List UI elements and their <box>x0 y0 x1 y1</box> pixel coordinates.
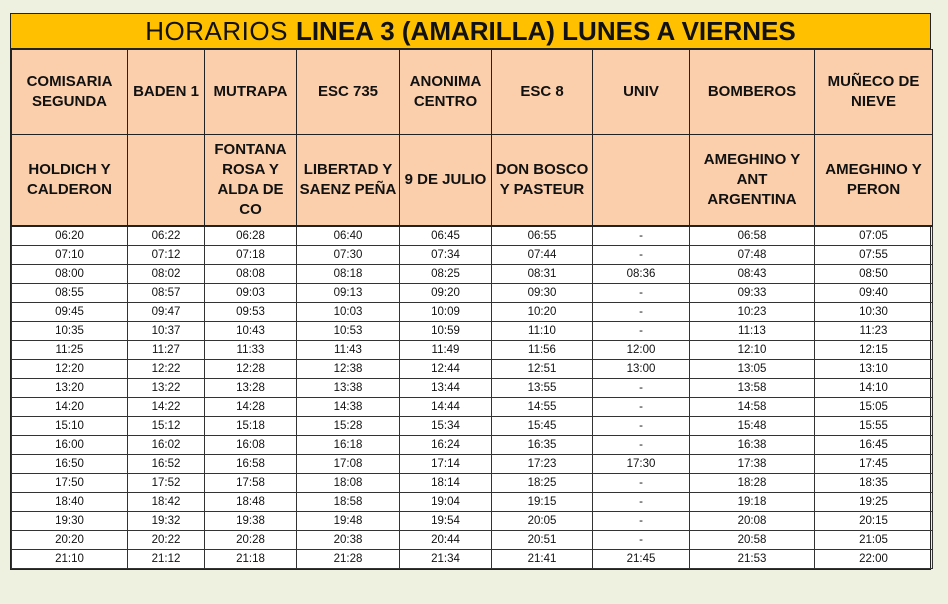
time-cell: - <box>593 322 690 341</box>
time-cell: 09:33 <box>690 284 815 303</box>
time-cell: - <box>593 512 690 531</box>
schedule-sheet <box>10 13 931 570</box>
time-cell: 11:23 <box>815 322 933 341</box>
time-cell: 14:22 <box>128 398 205 417</box>
time-cell: 15:55 <box>815 417 933 436</box>
time-cell: 06:28 <box>205 226 297 246</box>
time-cell: 13:58 <box>690 379 815 398</box>
stop-header: UNIV <box>593 50 690 135</box>
time-cell: 13:10 <box>815 360 933 379</box>
time-cell: 13:22 <box>128 379 205 398</box>
time-cell: 08:55 <box>12 284 128 303</box>
time-cell: 17:08 <box>297 455 400 474</box>
time-cell: 11:56 <box>492 341 593 360</box>
time-cell: 11:25 <box>12 341 128 360</box>
stop-header: BADEN 1 <box>128 50 205 135</box>
time-cell: 16:52 <box>128 455 205 474</box>
time-cell: 18:14 <box>400 474 492 493</box>
time-cell: 18:58 <box>297 493 400 512</box>
time-cell: 12:00 <box>593 341 690 360</box>
table-row <box>12 550 933 569</box>
time-cell: 20:20 <box>12 531 128 550</box>
time-cell: 14:38 <box>297 398 400 417</box>
time-cell: 18:08 <box>297 474 400 493</box>
table-row <box>12 436 933 455</box>
time-cell: 21:05 <box>815 531 933 550</box>
time-cell: 07:30 <box>297 246 400 265</box>
street-header <box>128 135 205 227</box>
time-cell: 17:14 <box>400 455 492 474</box>
time-cell: 18:40 <box>12 493 128 512</box>
time-cell: 12:44 <box>400 360 492 379</box>
time-cell: 20:15 <box>815 512 933 531</box>
time-cell: 21:41 <box>492 550 593 569</box>
time-cell: 07:48 <box>690 246 815 265</box>
table-row <box>12 303 933 322</box>
time-cell: 07:10 <box>12 246 128 265</box>
time-cell: 06:40 <box>297 226 400 246</box>
time-cell: 10:43 <box>205 322 297 341</box>
time-cell: 14:58 <box>690 398 815 417</box>
time-cell: 10:35 <box>12 322 128 341</box>
time-cell: 08:18 <box>297 265 400 284</box>
time-cell: 16:35 <box>492 436 593 455</box>
time-cell: 21:10 <box>12 550 128 569</box>
time-cell: 15:48 <box>690 417 815 436</box>
time-cell: 15:12 <box>128 417 205 436</box>
time-cell: - <box>593 284 690 303</box>
time-cell: 18:35 <box>815 474 933 493</box>
time-cell: 14:20 <box>12 398 128 417</box>
time-cell: 16:58 <box>205 455 297 474</box>
time-cell: 17:30 <box>593 455 690 474</box>
time-cell: 20:44 <box>400 531 492 550</box>
street-header <box>593 135 690 227</box>
time-cell: 18:48 <box>205 493 297 512</box>
time-cell: 21:28 <box>297 550 400 569</box>
street-header: DON BOSCO Y PASTEUR <box>492 135 593 227</box>
schedule-body <box>12 226 933 569</box>
time-cell: 07:18 <box>205 246 297 265</box>
time-cell: 10:23 <box>690 303 815 322</box>
time-cell: 15:18 <box>205 417 297 436</box>
time-cell: 15:10 <box>12 417 128 436</box>
time-cell: 12:38 <box>297 360 400 379</box>
time-cell: 20:08 <box>690 512 815 531</box>
street-header-row <box>12 135 933 227</box>
time-cell: 17:52 <box>128 474 205 493</box>
time-cell: 13:05 <box>690 360 815 379</box>
time-cell: 15:28 <box>297 417 400 436</box>
time-cell: 19:32 <box>128 512 205 531</box>
time-cell: - <box>593 531 690 550</box>
street-header: AMEGHINO Y ANT ARGENTINA <box>690 135 815 227</box>
time-cell: 16:00 <box>12 436 128 455</box>
stop-header: BOMBEROS <box>690 50 815 135</box>
time-cell: 20:05 <box>492 512 593 531</box>
time-cell: 08:25 <box>400 265 492 284</box>
time-cell: 13:20 <box>12 379 128 398</box>
time-cell: 10:20 <box>492 303 593 322</box>
time-cell: 07:05 <box>815 226 933 246</box>
time-cell: 07:12 <box>128 246 205 265</box>
time-cell: 13:00 <box>593 360 690 379</box>
time-cell: 11:33 <box>205 341 297 360</box>
time-cell: 16:08 <box>205 436 297 455</box>
table-row <box>12 379 933 398</box>
table-row <box>12 512 933 531</box>
stop-header: ANONIMA CENTRO <box>400 50 492 135</box>
time-cell: 19:04 <box>400 493 492 512</box>
time-cell: - <box>593 303 690 322</box>
time-cell: 18:28 <box>690 474 815 493</box>
time-cell: 11:10 <box>492 322 593 341</box>
time-cell: 12:15 <box>815 341 933 360</box>
time-cell: 21:18 <box>205 550 297 569</box>
street-header: 9 DE JULIO <box>400 135 492 227</box>
time-cell: 20:51 <box>492 531 593 550</box>
time-cell: 08:50 <box>815 265 933 284</box>
time-cell: - <box>593 436 690 455</box>
title-prefix: HORARIOS <box>145 15 288 46</box>
title-main: LINEA 3 (AMARILLA) LUNES A VIERNES <box>295 15 796 46</box>
time-cell: 19:54 <box>400 512 492 531</box>
time-cell: 12:28 <box>205 360 297 379</box>
time-cell: 17:45 <box>815 455 933 474</box>
time-cell: 13:28 <box>205 379 297 398</box>
time-cell: - <box>593 226 690 246</box>
time-cell: 14:28 <box>205 398 297 417</box>
time-cell: 09:53 <box>205 303 297 322</box>
table-row <box>12 246 933 265</box>
time-cell: 21:34 <box>400 550 492 569</box>
time-cell: 07:44 <box>492 246 593 265</box>
time-cell: 16:45 <box>815 436 933 455</box>
street-header: HOLDICH Y CALDERON <box>12 135 128 227</box>
time-cell: 09:03 <box>205 284 297 303</box>
time-cell: 15:45 <box>492 417 593 436</box>
street-header: FONTANA ROSA Y ALDA DE CO <box>205 135 297 227</box>
time-cell: 12:51 <box>492 360 593 379</box>
street-header: LIBERTAD Y SAENZ PEÑA <box>297 135 400 227</box>
stop-header: COMISARIA SEGUNDA <box>12 50 128 135</box>
time-cell: 16:38 <box>690 436 815 455</box>
time-cell: 12:10 <box>690 341 815 360</box>
schedule-table <box>11 49 933 569</box>
time-cell: 06:22 <box>128 226 205 246</box>
time-cell: - <box>593 474 690 493</box>
time-cell: 07:55 <box>815 246 933 265</box>
table-row <box>12 474 933 493</box>
stop-header: ESC 8 <box>492 50 593 135</box>
time-cell: 21:12 <box>128 550 205 569</box>
time-cell: 21:53 <box>690 550 815 569</box>
table-row <box>12 226 933 246</box>
time-cell: 20:22 <box>128 531 205 550</box>
time-cell: 10:03 <box>297 303 400 322</box>
time-cell: 11:27 <box>128 341 205 360</box>
time-cell: - <box>593 398 690 417</box>
table-row <box>12 531 933 550</box>
time-cell: 19:15 <box>492 493 593 512</box>
time-cell: 14:44 <box>400 398 492 417</box>
table-row <box>12 360 933 379</box>
time-cell: 16:02 <box>128 436 205 455</box>
time-cell: 13:55 <box>492 379 593 398</box>
table-row <box>12 417 933 436</box>
table-row <box>12 398 933 417</box>
time-cell: 11:49 <box>400 341 492 360</box>
time-cell: 17:38 <box>690 455 815 474</box>
time-cell: 18:42 <box>128 493 205 512</box>
time-cell: - <box>593 417 690 436</box>
time-cell: 13:44 <box>400 379 492 398</box>
time-cell: 20:58 <box>690 531 815 550</box>
time-cell: 14:55 <box>492 398 593 417</box>
street-header: AMEGHINO Y PERON <box>815 135 933 227</box>
time-cell: 08:08 <box>205 265 297 284</box>
time-cell: 19:18 <box>690 493 815 512</box>
time-cell: 10:53 <box>297 322 400 341</box>
time-cell: 13:38 <box>297 379 400 398</box>
time-cell: 08:00 <box>12 265 128 284</box>
time-cell: 06:58 <box>690 226 815 246</box>
time-cell: - <box>593 246 690 265</box>
time-cell: 07:34 <box>400 246 492 265</box>
time-cell: 09:45 <box>12 303 128 322</box>
time-cell: 10:59 <box>400 322 492 341</box>
time-cell: 14:10 <box>815 379 933 398</box>
table-row <box>12 322 933 341</box>
stop-header: MUTRAPA <box>205 50 297 135</box>
time-cell: 12:22 <box>128 360 205 379</box>
table-row <box>12 341 933 360</box>
time-cell: 18:25 <box>492 474 593 493</box>
time-cell: 16:24 <box>400 436 492 455</box>
time-cell: 08:57 <box>128 284 205 303</box>
time-cell: 17:23 <box>492 455 593 474</box>
table-row <box>12 265 933 284</box>
time-cell: 17:58 <box>205 474 297 493</box>
time-cell: 19:48 <box>297 512 400 531</box>
time-cell: - <box>593 493 690 512</box>
time-cell: 08:31 <box>492 265 593 284</box>
stop-header: MUÑECO DE NIEVE <box>815 50 933 135</box>
time-cell: 10:09 <box>400 303 492 322</box>
table-row <box>12 455 933 474</box>
time-cell: 21:45 <box>593 550 690 569</box>
time-cell: 19:30 <box>12 512 128 531</box>
stop-header-row <box>12 50 933 135</box>
time-cell: 22:00 <box>815 550 933 569</box>
time-cell: 19:38 <box>205 512 297 531</box>
time-cell: 08:36 <box>593 265 690 284</box>
table-row <box>12 284 933 303</box>
time-cell: 06:45 <box>400 226 492 246</box>
time-cell: 20:28 <box>205 531 297 550</box>
time-cell: 19:25 <box>815 493 933 512</box>
time-cell: 09:40 <box>815 284 933 303</box>
time-cell: 08:43 <box>690 265 815 284</box>
time-cell: 06:55 <box>492 226 593 246</box>
time-cell: 15:34 <box>400 417 492 436</box>
table-row <box>12 493 933 512</box>
time-cell: 09:30 <box>492 284 593 303</box>
time-cell: 06:20 <box>12 226 128 246</box>
time-cell: 12:20 <box>12 360 128 379</box>
time-cell: 08:02 <box>128 265 205 284</box>
time-cell: 09:47 <box>128 303 205 322</box>
time-cell: 16:18 <box>297 436 400 455</box>
time-cell: - <box>593 379 690 398</box>
time-cell: 10:30 <box>815 303 933 322</box>
stop-header: ESC 735 <box>297 50 400 135</box>
time-cell: 20:38 <box>297 531 400 550</box>
time-cell: 11:43 <box>297 341 400 360</box>
time-cell: 10:37 <box>128 322 205 341</box>
time-cell: 16:50 <box>12 455 128 474</box>
time-cell: 09:20 <box>400 284 492 303</box>
time-cell: 09:13 <box>297 284 400 303</box>
schedule-title <box>11 14 930 49</box>
time-cell: 17:50 <box>12 474 128 493</box>
time-cell: 15:05 <box>815 398 933 417</box>
time-cell: 11:13 <box>690 322 815 341</box>
